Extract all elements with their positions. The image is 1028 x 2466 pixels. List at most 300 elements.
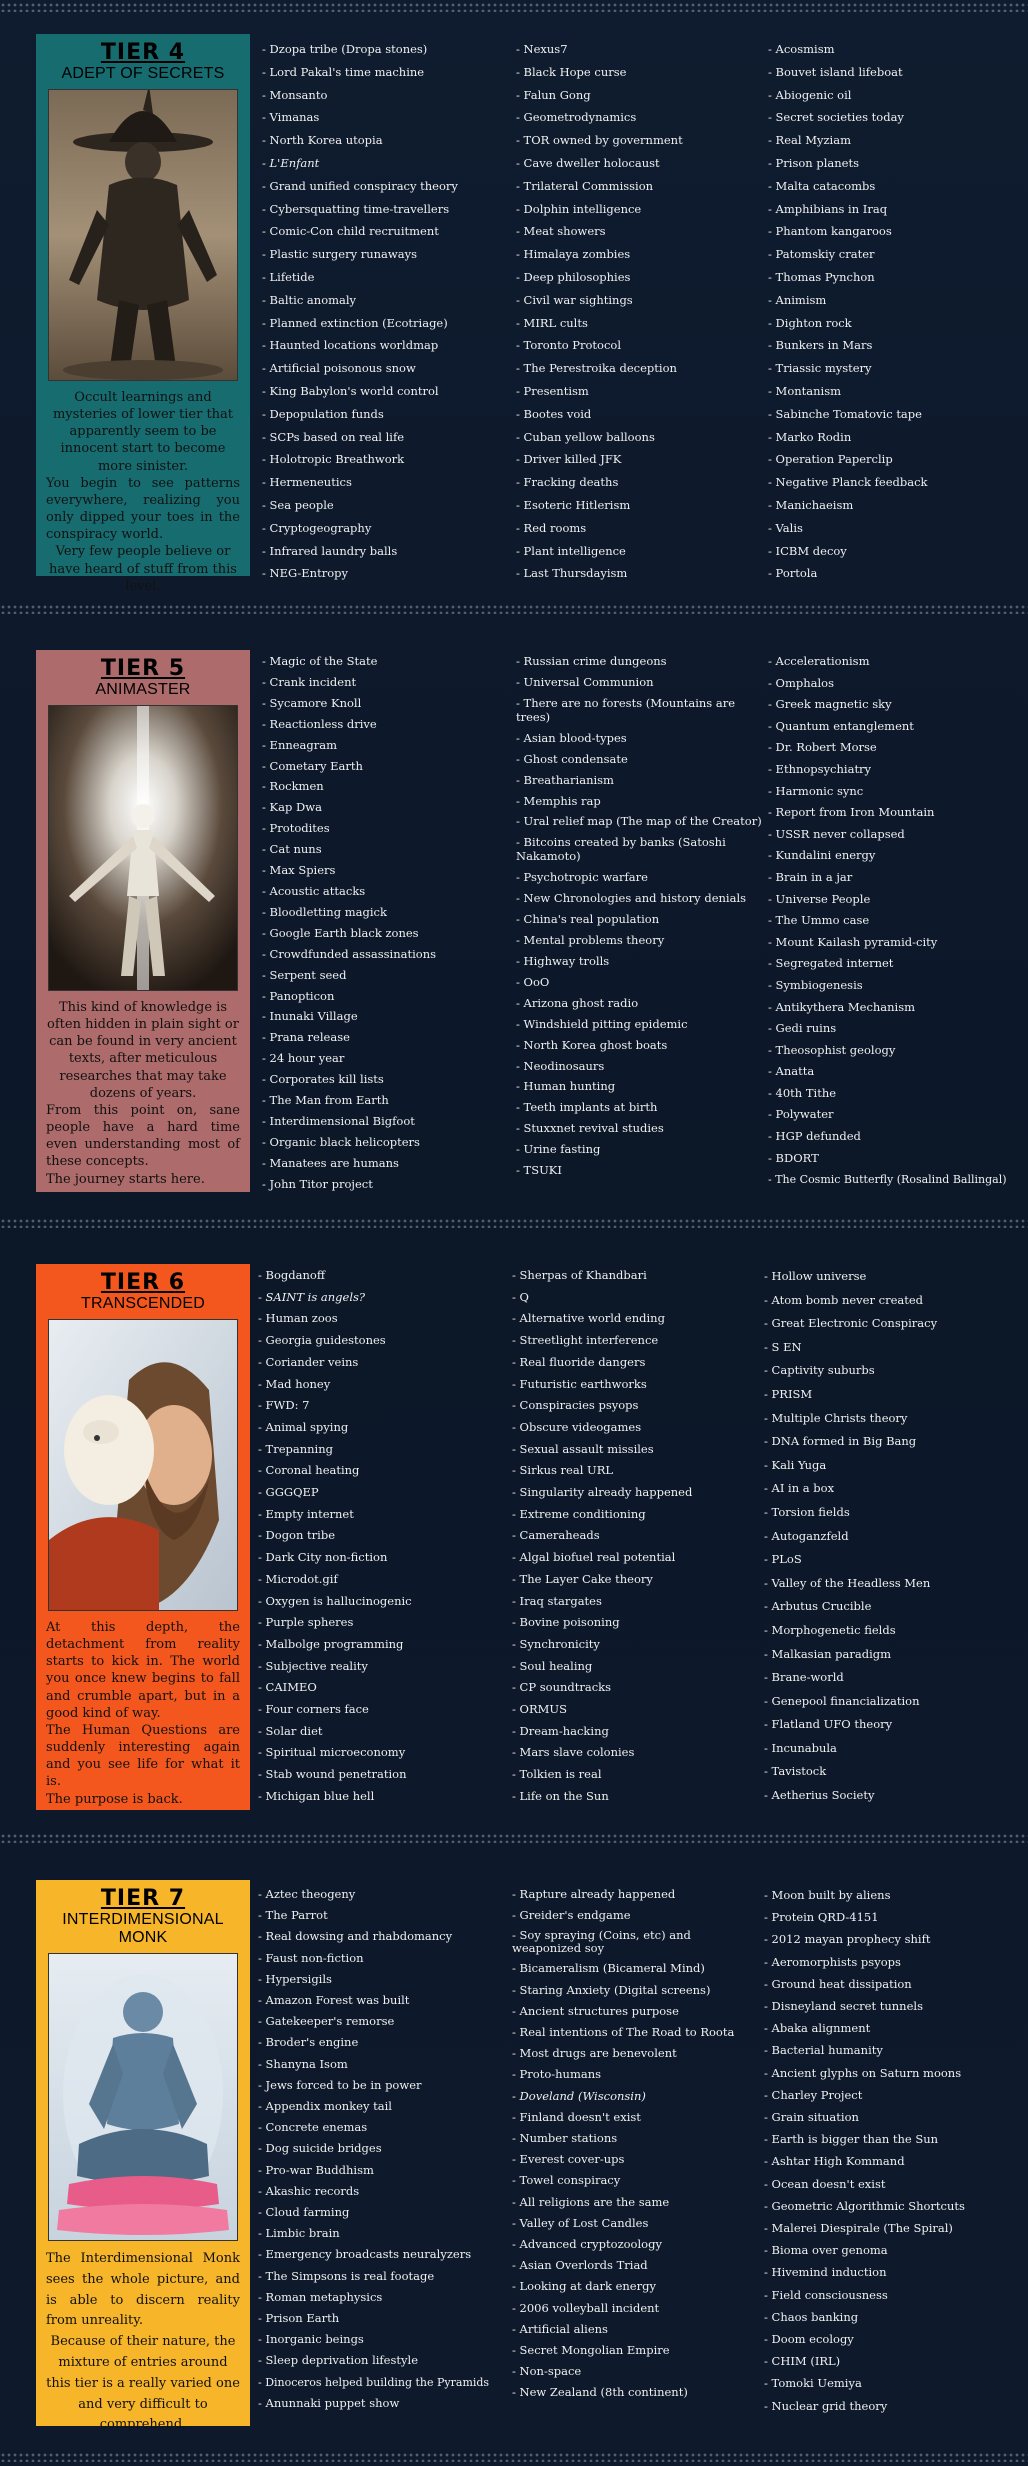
topic-item[interactable]: - Omphalos (768, 673, 1024, 695)
topic-item[interactable]: - Aeromorphists psyops (764, 1951, 1019, 1973)
topic-item[interactable]: - PLoS (764, 1548, 1014, 1572)
topic-item[interactable]: - Dzopa tribe (Dropa stones) (262, 38, 507, 61)
topic-item[interactable]: - Ground heat dissipation (764, 1973, 1019, 1995)
topic-item[interactable]: - New Chronologies and history denials (516, 888, 761, 909)
topic-item[interactable]: - Google Earth black zones (262, 923, 507, 944)
topic-item[interactable]: - TSUKI (516, 1160, 761, 1181)
topic-item[interactable]: - TOR owned by government (516, 129, 761, 152)
topic-column (262, 38, 507, 585)
topic-item[interactable]: - Cuban yellow balloons (516, 426, 761, 449)
topic-item[interactable]: - Emergency broadcasts neuralyzers (258, 2244, 513, 2265)
topic-item[interactable]: - Cometary Earth (262, 756, 507, 777)
topic-item[interactable]: - Deep philosophies (516, 266, 761, 289)
topic-item[interactable]: - Sea people (262, 494, 507, 517)
topic-item[interactable]: - Finland doesn't exist (512, 2107, 757, 2128)
topic-item[interactable]: - Hermeneutics (262, 471, 507, 494)
topic-item[interactable]: - Malkasian paradigm (764, 1643, 1014, 1667)
topic-item[interactable]: - Empty internet (258, 1504, 503, 1526)
topic-item[interactable]: - Dark City non-fiction (258, 1547, 503, 1569)
topic-item[interactable]: - HGP defunded (768, 1126, 1024, 1148)
topic-item[interactable]: - Nexus7 (516, 38, 761, 61)
topic-item[interactable]: - Life on the Sun (512, 1786, 757, 1808)
topic-item[interactable]: - Holotropic Breathwork (262, 448, 507, 471)
topic-item[interactable]: - Iraq stargates (512, 1591, 757, 1613)
topic-item[interactable]: - Roman metaphysics (258, 2287, 513, 2308)
topic-item[interactable]: - Bicameralism (Bicameral Mind) (512, 1958, 757, 1979)
topic-item[interactable]: - Atom bomb never created (764, 1289, 1014, 1313)
topic-item[interactable]: - Panopticon (262, 986, 507, 1007)
topic-item[interactable]: - Bitcoins created by banks (Satoshi Nakamoto) (516, 832, 761, 867)
topic-item[interactable]: - Purple spheres (258, 1612, 503, 1634)
topic-item[interactable]: - Cloud farming (258, 2202, 513, 2223)
topic-item[interactable]: - Towel conspiracy (512, 2170, 757, 2191)
topic-item[interactable]: - Civil war sightings (516, 289, 761, 312)
topic-item[interactable]: - New Zealand (8th continent) (512, 2382, 757, 2403)
topic-item[interactable]: - Valis (768, 517, 1018, 540)
topic-item[interactable]: - Enneagram (262, 735, 507, 756)
topic-item[interactable]: - Report from Iron Mountain (768, 802, 1024, 824)
topic-item[interactable]: - Crowdfunded assassinations (262, 944, 507, 965)
topic-item[interactable]: - Theosophist geology (768, 1040, 1024, 1062)
topic-item[interactable]: - Asian blood-types (516, 728, 761, 749)
topic-item[interactable]: - Real dowsing and rhabdomancy (258, 1926, 513, 1947)
topic-item[interactable]: - Animal spying (258, 1417, 503, 1439)
topic-item[interactable]: - Ural relief map (The map of the Creator) (516, 811, 761, 832)
topic-item[interactable]: - L'Enfant (262, 152, 507, 175)
topic-item[interactable]: - Anatta (768, 1061, 1024, 1083)
topic-item[interactable]: - Serpent seed (262, 965, 507, 986)
topic-item[interactable]: - Malbolge programming (258, 1634, 503, 1656)
topic-item[interactable]: - Infrared laundry balls (262, 540, 507, 563)
topic-item[interactable]: - Microdot.gif (258, 1569, 503, 1591)
topic-item[interactable]: - Cat nuns (262, 839, 507, 860)
topic-item[interactable]: - Faust non-fiction (258, 1948, 513, 1969)
topic-item[interactable]: - Human zoos (258, 1308, 503, 1330)
topic-item[interactable]: - Greek magnetic sky (768, 694, 1024, 716)
topic-item[interactable]: - Patomskiy crater (768, 243, 1018, 266)
topic-item[interactable]: - Synchronicity (512, 1634, 757, 1656)
topic-item[interactable]: - Lord Pakal's time machine (262, 61, 507, 84)
topic-item[interactable]: - Torsion fields (764, 1501, 1014, 1525)
topic-item[interactable]: - Bacterial humanity (764, 2039, 1019, 2061)
topic-item[interactable]: - Oxygen is hallucinogenic (258, 1591, 503, 1613)
topic-item[interactable]: - CP soundtracks (512, 1677, 757, 1699)
topic-item[interactable]: - Negative Planck feedback (768, 471, 1018, 494)
topic-item[interactable]: - Falun Gong (516, 84, 761, 107)
topic-item[interactable]: - Trilateral Commission (516, 175, 761, 198)
topic-item[interactable]: - Bioma over genoma (764, 2239, 1019, 2261)
topic-item[interactable]: - Operation Paperclip (768, 448, 1018, 471)
topic-item[interactable]: - Corporates kill lists (262, 1069, 507, 1090)
topic-item[interactable]: - Highway trolls (516, 951, 761, 972)
topic-item[interactable]: - Protein QRD-4151 (764, 1906, 1019, 1928)
topic-item[interactable]: - Last Thursdayism (516, 562, 761, 585)
topic-item[interactable]: - Morphogenetic fields (764, 1619, 1014, 1643)
topic-item[interactable]: - Tavistock (764, 1760, 1014, 1784)
topic-item[interactable]: - John Titor project (262, 1174, 507, 1195)
topic-item[interactable]: - Bootes void (516, 403, 761, 426)
topic-item[interactable]: - Kali Yuga (764, 1454, 1014, 1478)
topic-item[interactable]: - Nuclear grid theory (764, 2395, 1019, 2417)
topic-item[interactable]: - Obscure videogames (512, 1417, 757, 1439)
topic-item[interactable]: - Brain in a jar (768, 867, 1024, 889)
topic-item[interactable]: - Chaos banking (764, 2306, 1019, 2328)
topic-item[interactable]: - The Layer Cake theory (512, 1569, 757, 1591)
topic-item[interactable]: - Abiogenic oil (768, 84, 1018, 107)
topic-item[interactable]: - Human hunting (516, 1076, 761, 1097)
topic-item[interactable]: - Rockmen (262, 776, 507, 797)
topic-item[interactable]: - Stab wound penetration (258, 1764, 503, 1786)
topic-item[interactable]: - Subjective reality (258, 1656, 503, 1678)
topic-item[interactable]: - The Parrot (258, 1905, 513, 1926)
topic-item[interactable]: - Moon built by aliens (764, 1884, 1019, 1906)
topic-item[interactable]: - Prison Earth (258, 2308, 513, 2329)
topic-item[interactable]: - King Babylon's world control (262, 380, 507, 403)
topic-item[interactable]: - Singularity already happened (512, 1482, 757, 1504)
topic-item[interactable]: - Bloodletting magick (262, 902, 507, 923)
topic-item[interactable]: - Gedi ruins (768, 1018, 1024, 1040)
topic-item[interactable]: - All religions are the same (512, 2192, 757, 2213)
topic-item[interactable]: - Everest cover-ups (512, 2149, 757, 2170)
topic-item[interactable]: - Genepool financialization (764, 1690, 1014, 1714)
topic-item[interactable]: - Ethnopsychiatry (768, 759, 1024, 781)
topic-item[interactable]: - Symbiogenesis (768, 975, 1024, 997)
topic-item[interactable]: - Max Spiers (262, 860, 507, 881)
topic-item[interactable]: - CHIM (IRL) (764, 2350, 1019, 2372)
topic-item[interactable]: - Bunkers in Mars (768, 334, 1018, 357)
topic-item[interactable]: - Multiple Christs theory (764, 1407, 1014, 1431)
topic-item[interactable]: - Real Myziam (768, 129, 1018, 152)
topic-item[interactable]: - Plant intelligence (516, 540, 761, 563)
topic-item[interactable]: - Streetlight interference (512, 1330, 757, 1352)
topic-item[interactable]: - OoO (516, 972, 761, 993)
topic-item[interactable]: - Futuristic earthworks (512, 1374, 757, 1396)
topic-item[interactable]: - Concrete enemas (258, 2117, 513, 2138)
topic-item[interactable]: - Ocean doesn't exist (764, 2173, 1019, 2195)
topic-item[interactable]: - Mars slave colonies (512, 1742, 757, 1764)
topic-item[interactable]: - Q (512, 1287, 757, 1309)
topic-item[interactable]: - Spiritual microeconomy (258, 1742, 503, 1764)
topic-item[interactable]: - USSR never collapsed (768, 824, 1024, 846)
topic-item[interactable]: - Flatland UFO theory (764, 1713, 1014, 1737)
topic-item[interactable]: - GGGQEP (258, 1482, 503, 1504)
topic-item[interactable]: - Coriander veins (258, 1352, 503, 1374)
topic-item[interactable]: - Amazon Forest was built (258, 1990, 513, 2011)
topic-item[interactable]: - Quantum entanglement (768, 716, 1024, 738)
topic-item[interactable]: - Inunaki Village (262, 1006, 507, 1027)
topic-item[interactable]: - Organic black helicopters (262, 1132, 507, 1153)
topic-item[interactable]: - Proto-humans (512, 2064, 757, 2085)
topic-item[interactable]: - Prison planets (768, 152, 1018, 175)
topic-item[interactable]: - Memphis rap (516, 791, 761, 812)
tier-description (46, 2249, 240, 2436)
topic-item[interactable]: - Conspiracies psyops (512, 1395, 757, 1417)
topic-item[interactable]: - Mental problems theory (516, 930, 761, 951)
topic-column (258, 1265, 503, 1808)
topic-item[interactable]: - Cameraheads (512, 1525, 757, 1547)
topic-item[interactable]: - AI in a box (764, 1477, 1014, 1501)
topic-item[interactable]: - Malerei Diespirale (The Spiral) (764, 2217, 1019, 2239)
topic-item[interactable]: - Most drugs are benevolent (512, 2043, 757, 2064)
topic-item[interactable]: - Acoustic attacks (262, 881, 507, 902)
topic-item[interactable]: - Comic-Con child recruitment (262, 220, 507, 243)
topic-item[interactable]: - Grain situation (764, 2106, 1019, 2128)
topic-item[interactable]: - Malta catacombs (768, 175, 1018, 198)
topic-item[interactable]: - Mount Kailash pyramid-city (768, 932, 1024, 954)
topic-item[interactable]: - Psychotropic warfare (516, 867, 761, 888)
topic-item[interactable]: - CAIMEO (258, 1677, 503, 1699)
topic-item[interactable]: - Mad honey (258, 1374, 503, 1396)
topic-item[interactable]: - MIRL cults (516, 312, 761, 335)
topic-item[interactable]: - Dogon tribe (258, 1525, 503, 1547)
topic-item[interactable]: - Real fluoride dangers (512, 1352, 757, 1374)
topic-item[interactable]: - Aetherius Society (764, 1784, 1014, 1808)
topic-item[interactable]: - Shanyna Isom (258, 2054, 513, 2075)
topic-item[interactable]: - Great Electronic Conspiracy (764, 1312, 1014, 1336)
topic-item[interactable]: - Solar diet (258, 1721, 503, 1743)
topic-item[interactable]: - Meat showers (516, 220, 761, 243)
topic-item[interactable]: - Algal biofuel real potential (512, 1547, 757, 1569)
topic-item[interactable]: - Antikythera Mechanism (768, 997, 1024, 1019)
topic-item[interactable]: - Artificial aliens (512, 2319, 757, 2340)
topic-item[interactable]: - Stuxxnet revival studies (516, 1118, 761, 1139)
topic-item[interactable]: - Hypersigils (258, 1969, 513, 1990)
topic-item[interactable]: - Amphibians in Iraq (768, 198, 1018, 221)
topic-item[interactable]: - Cryptogeography (262, 517, 507, 540)
topic-item[interactable]: - Geometric Algorithmic Shortcuts (764, 2195, 1019, 2217)
topic-item[interactable]: - Asian Overlords Triad (512, 2255, 757, 2276)
topic-item[interactable]: - Ancient glyphs on Saturn moons (764, 2062, 1019, 2084)
topic-item[interactable]: - Esoteric Hitlerism (516, 494, 761, 517)
topic-item[interactable]: - Lifetide (262, 266, 507, 289)
topic-item[interactable]: - Bovine poisoning (512, 1612, 757, 1634)
topic-item[interactable]: - Himalaya zombies (516, 243, 761, 266)
topic-item[interactable]: - China's real population (516, 909, 761, 930)
topic-item[interactable]: - Sherpas of Khandbari (512, 1265, 757, 1287)
topic-item[interactable]: - Windshield pitting epidemic (516, 1014, 761, 1035)
topic-item[interactable]: - The Perestroika deception (516, 357, 761, 380)
topic-item[interactable]: - Charley Project (764, 2084, 1019, 2106)
topic-item[interactable]: - Monsanto (262, 84, 507, 107)
topic-item[interactable]: - Universe People (768, 889, 1024, 911)
topic-item[interactable]: - Number stations (512, 2128, 757, 2149)
topic-item[interactable]: - Depopulation funds (262, 403, 507, 426)
topic-item[interactable]: - Georgia guidestones (258, 1330, 503, 1352)
topic-item[interactable]: - Polywater (768, 1104, 1024, 1126)
topic-item[interactable]: - Soul healing (512, 1656, 757, 1678)
topic-item[interactable]: - Grand unified conspiracy theory (262, 175, 507, 198)
topic-item[interactable]: - Animism (768, 289, 1018, 312)
topic-item[interactable]: - Greider's endgame (512, 1905, 757, 1926)
topic-item[interactable]: - The Man from Earth (262, 1090, 507, 1111)
topic-item[interactable]: - Trepanning (258, 1439, 503, 1461)
topic-item[interactable]: - Soy spraying (Coins, etc) and weaponized soy (512, 1926, 757, 1958)
topic-item[interactable]: - BDORT (768, 1148, 1024, 1170)
tier-card (36, 34, 250, 594)
topic-item[interactable]: - Russian crime dungeons (516, 651, 761, 672)
topic-item[interactable]: - Geometrodynamics (516, 106, 761, 129)
topic-item[interactable]: - Secret Mongolian Empire (512, 2340, 757, 2361)
topic-item[interactable]: - Neodinosaurs (516, 1056, 761, 1077)
topic-item[interactable]: - Red rooms (516, 517, 761, 540)
topic-item[interactable]: - Cybersquatting time-travellers (262, 198, 507, 221)
topic-item[interactable]: - Michigan blue hell (258, 1786, 503, 1808)
topic-item[interactable]: - Triassic mystery (768, 357, 1018, 380)
topic-item[interactable]: - Bouvet island lifeboat (768, 61, 1018, 84)
topic-item[interactable]: - Ashtar High Kommand (764, 2150, 1019, 2172)
topic-item[interactable]: - Portola (768, 562, 1018, 585)
topic-item[interactable]: - Four corners face (258, 1699, 503, 1721)
topic-item[interactable]: - Marko Rodin (768, 426, 1018, 449)
topic-item[interactable]: - Hivemind induction (764, 2261, 1019, 2283)
topic-item[interactable]: - SAINT is angels? (258, 1287, 503, 1309)
topic-item[interactable]: - Looking at dark energy (512, 2276, 757, 2297)
topic-item[interactable]: - Protodites (262, 818, 507, 839)
topic-item[interactable]: - Harmonic sync (768, 781, 1024, 803)
topic-item[interactable]: - Artificial poisonous snow (262, 357, 507, 380)
topic-item[interactable]: - Presentism (516, 380, 761, 403)
topic-item[interactable]: - Autoganzfeld (764, 1525, 1014, 1549)
topic-item[interactable]: - Secret societies today (768, 106, 1018, 129)
topic-item[interactable]: - Inorganic beings (258, 2329, 513, 2350)
topic-item[interactable]: - Dinoceros helped building the Pyramids (258, 2372, 513, 2393)
topic-item[interactable]: - Toronto Protocol (516, 334, 761, 357)
topic-item[interactable]: - Abaka alignment (764, 2017, 1019, 2039)
topic-item[interactable]: - Akashic records (258, 2181, 513, 2202)
topic-item[interactable]: - Doveland (Wisconsin) (512, 2086, 757, 2107)
topic-item[interactable]: - Hollow universe (764, 1265, 1014, 1289)
topic-item[interactable]: - Ghost condensate (516, 749, 761, 770)
topic-item[interactable]: - Tomoki Uemiya (764, 2372, 1019, 2394)
topic-item[interactable]: - Interdimensional Bigfoot (262, 1111, 507, 1132)
topic-item[interactable]: - Dog suicide bridges (258, 2138, 513, 2159)
topic-item[interactable]: - Non-space (512, 2361, 757, 2382)
description-paragraph: The Interdimensional Monk sees the whole picture, and is able to discern reality from unreality. (46, 2251, 240, 2329)
topic-item[interactable]: - Captivity suburbs (764, 1359, 1014, 1383)
topic-item[interactable]: - Segregated internet (768, 953, 1024, 975)
topic-item[interactable]: - ICBM decoy (768, 540, 1018, 563)
tier-subtitle: TRANSCENDED (81, 1295, 205, 1312)
topic-item[interactable]: - Sirkus real URL (512, 1460, 757, 1482)
topic-item[interactable]: - The Simpsons is real footage (258, 2266, 513, 2287)
topic-item[interactable]: - Dr. Robert Morse (768, 737, 1024, 759)
topic-item[interactable]: - Sycamore Knoll (262, 693, 507, 714)
topic-item[interactable]: - 24 hour year (262, 1048, 507, 1069)
topic-item[interactable]: - Cave dweller holocaust (516, 152, 761, 175)
topic-item[interactable]: - The Ummo case (768, 910, 1024, 932)
topic-item[interactable]: - Sleep deprivation lifestyle (258, 2350, 513, 2371)
topic-item[interactable]: - Advanced cryptozoology (512, 2234, 757, 2255)
topic-item[interactable]: - Doom ecology (764, 2328, 1019, 2350)
topic-item[interactable]: - North Korea utopia (262, 129, 507, 152)
topic-item[interactable]: - Kundalini energy (768, 845, 1024, 867)
topic-item[interactable]: - Breatharianism (516, 770, 761, 791)
topic-item[interactable]: - SCPs based on real life (262, 426, 507, 449)
topic-item[interactable]: - Tolkien is real (512, 1764, 757, 1786)
topic-item[interactable]: - DNA formed in Big Bang (764, 1430, 1014, 1454)
topic-item[interactable]: - 2006 volleyball incident (512, 2298, 757, 2319)
topic-item[interactable]: - Vimanas (262, 106, 507, 129)
topic-item[interactable]: - Crank incident (262, 672, 507, 693)
topic-item[interactable]: - NEG-Entropy (262, 562, 507, 585)
topic-column (516, 651, 761, 1181)
topic-item[interactable]: - Arbutus Crucible (764, 1595, 1014, 1619)
topic-item[interactable]: - 40th Tithe (768, 1083, 1024, 1105)
topic-item[interactable]: - 2012 mayan prophecy shift (764, 1928, 1019, 1950)
topic-item[interactable]: - Sabinche Tomatovic tape (768, 403, 1018, 426)
topic-item[interactable]: - Jews forced to be in power (258, 2075, 513, 2096)
topic-item[interactable]: - North Korea ghost boats (516, 1035, 761, 1056)
topic-item[interactable]: - Disneyland secret tunnels (764, 1995, 1019, 2017)
topic-item[interactable]: - Teeth implants at birth (516, 1097, 761, 1118)
topic-item[interactable]: - Real intentions of The Road to Roota (512, 2022, 757, 2043)
topic-item[interactable]: - Haunted locations worldmap (262, 334, 507, 357)
topic-item[interactable]: - Prana release (262, 1027, 507, 1048)
topic-item[interactable]: - Plastic surgery runaways (262, 243, 507, 266)
topic-item[interactable]: - Valley of Lost Candles (512, 2213, 757, 2234)
topic-item[interactable]: - Broder's engine (258, 2032, 513, 2053)
topic-item[interactable]: - Extreme conditioning (512, 1504, 757, 1526)
topic-item[interactable]: - Manichaeism (768, 494, 1018, 517)
topic-item[interactable]: - Staring Anxiety (Digital screens) (512, 1980, 757, 2001)
topic-item[interactable]: - Earth is bigger than the Sun (764, 2128, 1019, 2150)
topic-item[interactable]: - Limbic brain (258, 2223, 513, 2244)
topic-item[interactable]: - Anunnaki puppet show (258, 2393, 513, 2414)
topic-item[interactable]: - Dolphin intelligence (516, 198, 761, 221)
topic-item[interactable]: - Magic of the State (262, 651, 507, 672)
topic-item[interactable]: - Baltic anomaly (262, 289, 507, 312)
topic-item[interactable]: - Planned extinction (Ecotriage) (262, 312, 507, 335)
topic-item[interactable]: - Acosmism (768, 38, 1018, 61)
topic-item[interactable]: - Black Hope curse (516, 61, 761, 84)
topic-item[interactable]: - Alternative world ending (512, 1308, 757, 1330)
topic-item[interactable]: - Thomas Pynchon (768, 266, 1018, 289)
topic-item[interactable]: - Brane-world (764, 1666, 1014, 1690)
topic-item[interactable]: - Incunabula (764, 1737, 1014, 1761)
topic-item[interactable]: - Pro-war Buddhism (258, 2160, 513, 2181)
topic-item[interactable]: - Field consciousness (764, 2284, 1019, 2306)
topic-item[interactable]: - Appendix monkey tail (258, 2096, 513, 2117)
topic-item[interactable]: - Ancient structures purpose (512, 2001, 757, 2022)
topic-item[interactable]: - Aztec theogeny (258, 1884, 513, 1905)
topic-item[interactable]: - Urine fasting (516, 1139, 761, 1160)
topic-item[interactable]: - Fracking deaths (516, 471, 761, 494)
topic-item[interactable]: - Sexual assault missiles (512, 1439, 757, 1461)
topic-item[interactable]: - FWD: 7 (258, 1395, 503, 1417)
topic-item[interactable]: - Phantom kangaroos (768, 220, 1018, 243)
topic-item[interactable]: - Accelerationism (768, 651, 1024, 673)
topic-item[interactable]: - Valley of the Headless Men (764, 1572, 1014, 1596)
topic-item[interactable]: - Montanism (768, 380, 1018, 403)
topic-item[interactable]: - Rapture already happened (512, 1884, 757, 1905)
topic-item[interactable]: - Kap Dwa (262, 797, 507, 818)
topic-item[interactable]: - Reactionless drive (262, 714, 507, 735)
topic-item[interactable]: - S EN (764, 1336, 1014, 1360)
topic-item[interactable]: - Driver killed JFK (516, 448, 761, 471)
topic-item[interactable]: - Manatees are humans (262, 1153, 507, 1174)
topic-item[interactable]: - Dighton rock (768, 312, 1018, 335)
topic-item[interactable]: - Dream-hacking (512, 1721, 757, 1743)
topic-item[interactable]: - Coronal heating (258, 1460, 503, 1482)
topic-item[interactable]: - The Cosmic Butterfly (Rosalind Ballingal) (768, 1169, 1024, 1191)
topic-item[interactable]: - ORMUS (512, 1699, 757, 1721)
topic-item[interactable]: - Arizona ghost radio (516, 993, 761, 1014)
topic-item[interactable]: - Universal Communion (516, 672, 761, 693)
topic-item[interactable]: - Gatekeeper's remorse (258, 2011, 513, 2032)
topic-item[interactable]: - There are no forests (Mountains are trees) (516, 693, 761, 728)
topic-item[interactable]: - PRISM (764, 1383, 1014, 1407)
topic-item[interactable]: - Bogdanoff (258, 1265, 503, 1287)
